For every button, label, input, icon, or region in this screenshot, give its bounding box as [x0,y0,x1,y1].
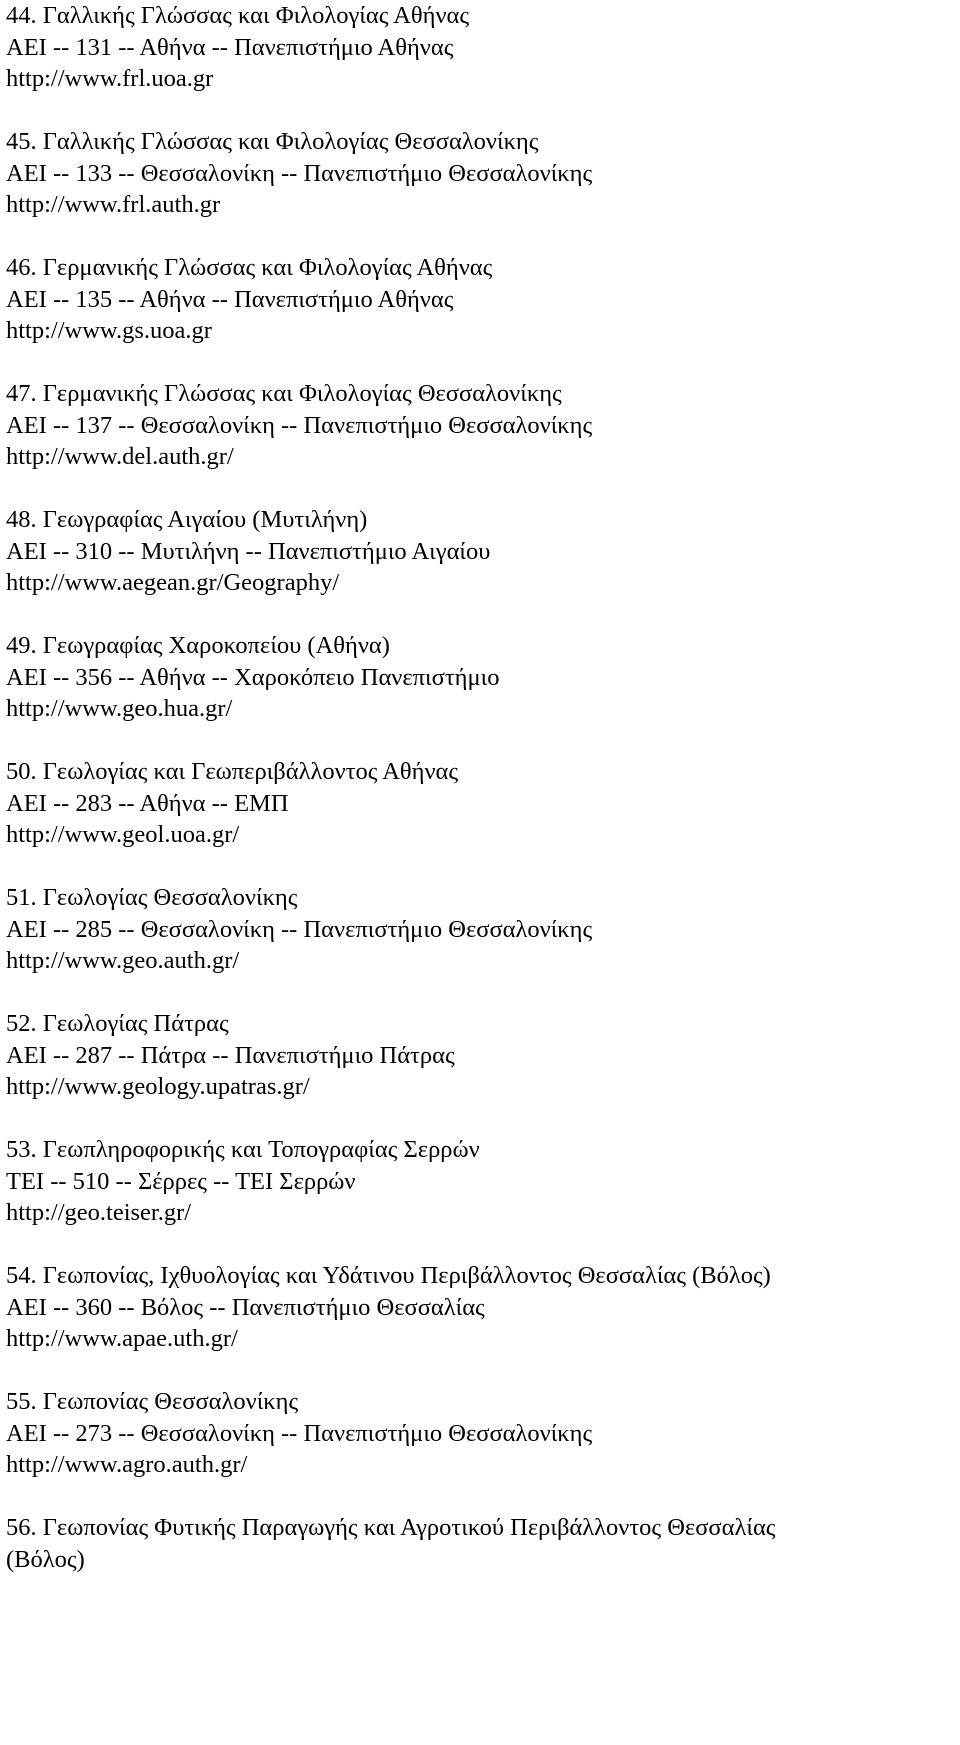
entry-title: 49. Γεωγραφίας Χαροκοπείου (Αθήνα) [6,632,390,659]
entry-url: http://www.gs.uoa.gr [6,317,212,344]
entry-url: http://www.agro.auth.gr/ [6,1451,248,1478]
entry-title: 45. Γαλλικής Γλώσσας και Φιλολογίας Θεσσαλονίκης [6,128,539,155]
entry-info: ΑΕΙ -- 273 -- Θεσσαλονίκη -- Πανεπιστήμιο Θεσσαλονίκης [6,1419,593,1447]
department-entry-51 [6,882,956,977]
entry-title: 53. Γεωπληροφορικής και Τοπογραφίας Σερρών [6,1136,480,1163]
entry-info: ΑΕΙ -- 131 -- Αθήνα -- Πανεπιστήμιο Αθήνας [6,33,454,61]
entry-url: http://www.geology.upatras.gr/ [6,1073,310,1100]
department-entry-49 [6,630,956,725]
entry-info: ΑΕΙ -- 283 -- Αθήνα -- ΕΜΠ [6,789,289,817]
entry-title: 51. Γεωλογίας Θεσσαλονίκης [6,884,298,911]
department-entry-44 [6,0,956,95]
entry-info: ΑΕΙ -- 133 -- Θεσσαλονίκη -- Πανεπιστήμιο Θεσσαλονίκης [6,159,593,187]
entry-url: http://www.apae.uth.gr/ [6,1325,238,1352]
entry-info: ΑΕΙ -- 135 -- Αθήνα -- Πανεπιστήμιο Αθήνας [6,285,454,313]
entry-url: http://www.frl.uoa.gr [6,65,214,92]
entry-title: 48. Γεωγραφίας Αιγαίου (Μυτιλήνη) [6,506,368,533]
entry-info: ΑΕΙ -- 287 -- Πάτρα -- Πανεπιστήμιο Πάτρας [6,1041,455,1069]
entry-title-line-2: (Βόλος) [6,1545,85,1573]
entry-info: ΑΕΙ -- 310 -- Μυτιλήνη -- Πανεπιστήμιο Αιγαίου [6,537,491,565]
department-entry-56 [6,1512,956,1575]
department-entry-50 [6,756,956,851]
entry-info: ΑΕΙ -- 360 -- Βόλος -- Πανεπιστήμιο Θεσσαλίας [6,1293,485,1321]
entry-info: ΑΕΙ -- 285 -- Θεσσαλονίκη -- Πανεπιστήμιο Θεσσαλονίκης [6,915,593,943]
entry-info: ΑΕΙ -- 137 -- Θεσσαλονίκη -- Πανεπιστήμιο Θεσσαλονίκης [6,411,593,439]
entry-title: 55. Γεωπονίας Θεσσαλονίκης [6,1388,299,1415]
entry-url: http://www.aegean.gr/Geography/ [6,569,340,596]
entry-title: 44. Γαλλικής Γλώσσας και Φιλολογίας Αθήνας [6,2,470,29]
entry-url: http://geo.teiser.gr/ [6,1199,192,1226]
entry-url: http://www.geo.auth.gr/ [6,947,240,974]
entry-url: http://www.del.auth.gr/ [6,443,234,470]
entry-url: http://www.geol.uoa.gr/ [6,821,240,848]
department-entry-48 [6,504,956,599]
entry-title: 47. Γερμανικής Γλώσσας και Φιλολογίας Θεσσαλονίκης [6,380,562,407]
department-entry-54 [6,1260,956,1355]
department-entry-46 [6,252,956,347]
document-page [6,0,956,1607]
department-entry-55 [6,1386,956,1481]
department-entry-53 [6,1134,956,1229]
entry-url: http://www.geo.hua.gr/ [6,695,233,722]
entry-title: 54. Γεωπονίας, Ιχθυολογίας και Υδάτινου Περιβάλλοντος Θεσσαλίας (Βόλος) [6,1262,771,1289]
department-entry-52 [6,1008,956,1103]
entry-url: http://www.frl.auth.gr [6,191,221,218]
entry-info: ΤΕΙ -- 510 -- Σέρρες -- ΤΕΙ Σερρών [6,1167,356,1195]
entry-info: ΑΕΙ -- 356 -- Αθήνα -- Χαροκόπειο Πανεπιστήμιο [6,663,500,691]
entry-title: 52. Γεωλογίας Πάτρας [6,1010,229,1037]
department-entry-45 [6,126,956,221]
entry-title: 50. Γεωλογίας και Γεωπεριβάλλοντος Αθήνας [6,758,459,785]
entry-title-line-1: 56. Γεωπονίας Φυτικής Παραγωγής και Αγροτικού Περιβάλλοντος Θεσσαλίας [6,1514,776,1541]
entry-title: 46. Γερμανικής Γλώσσας και Φιλολογίας Αθήνας [6,254,493,281]
department-entry-47 [6,378,956,473]
